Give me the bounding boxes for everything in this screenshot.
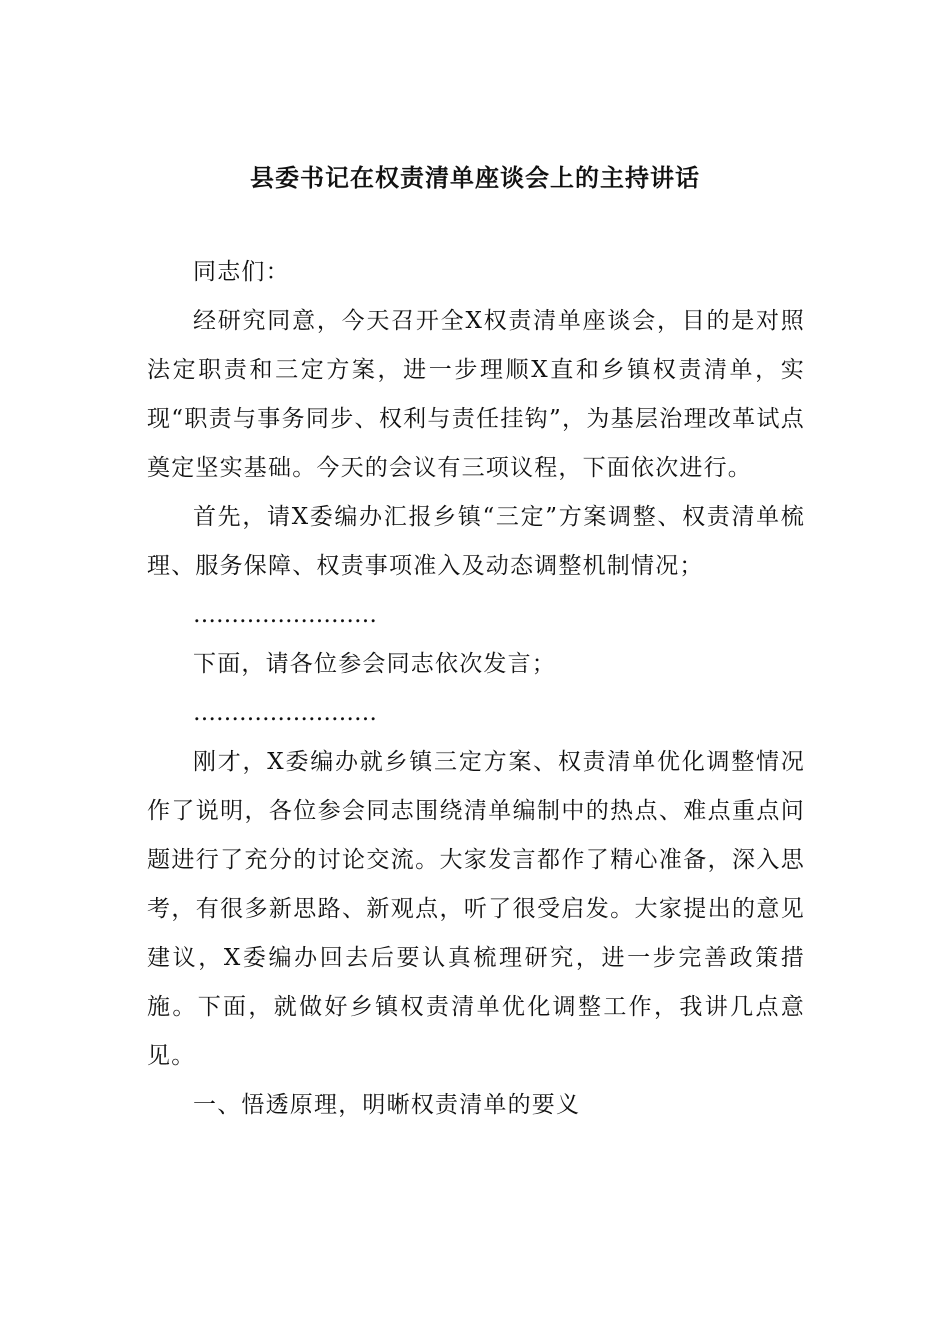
paragraph-intro: 经研究同意，今天召开全X权责清单座谈会，目的是对照法定职责和三定方案，进一步理顺X直和乡镇权责清单，实现“职责与事务同步、权利与责任挂钩”，为基层治理改革试点奠定坚实基础。今天的会议有三项议程，下面依次进行。 <box>147 308 805 481</box>
salutation: 同志们： <box>193 259 290 285</box>
paragraph-summary: 刚才，X委编办就乡镇三定方案、权责清单优化调整情况作了说明，各位参会同志围绕清单编制中的热点、难点重点问题进行了充分的讨论交流。大家发言都作了精心准备，深入思考，有很多新思路、新观点，听了很受启发。大家提出的意见建议，X委编办回去后要认真梳理研究，进一步完善政策措施。下面，就做好乡镇权责清单优化调整工作，我讲几点意见。 <box>147 749 805 1069</box>
ellipsis-line-1: …………………… <box>193 602 377 628</box>
document-title: 县委书记在权责清单座谈会上的主持讲话 <box>250 164 700 192</box>
paragraph-agenda-first: 首先，请X委编办汇报乡镇“三定”方案调整、权责清单梳理、服务保障、权责事项准入及动态调整机制情况； <box>147 504 805 579</box>
section-heading-1: 一、悟透原理，明晰权责清单的要义 <box>193 1092 581 1118</box>
paragraph-agenda-second: 下面，请各位参会同志依次发言； <box>193 651 556 677</box>
ellipsis-line-2: …………………… <box>193 700 377 726</box>
document-body <box>147 248 805 1130</box>
